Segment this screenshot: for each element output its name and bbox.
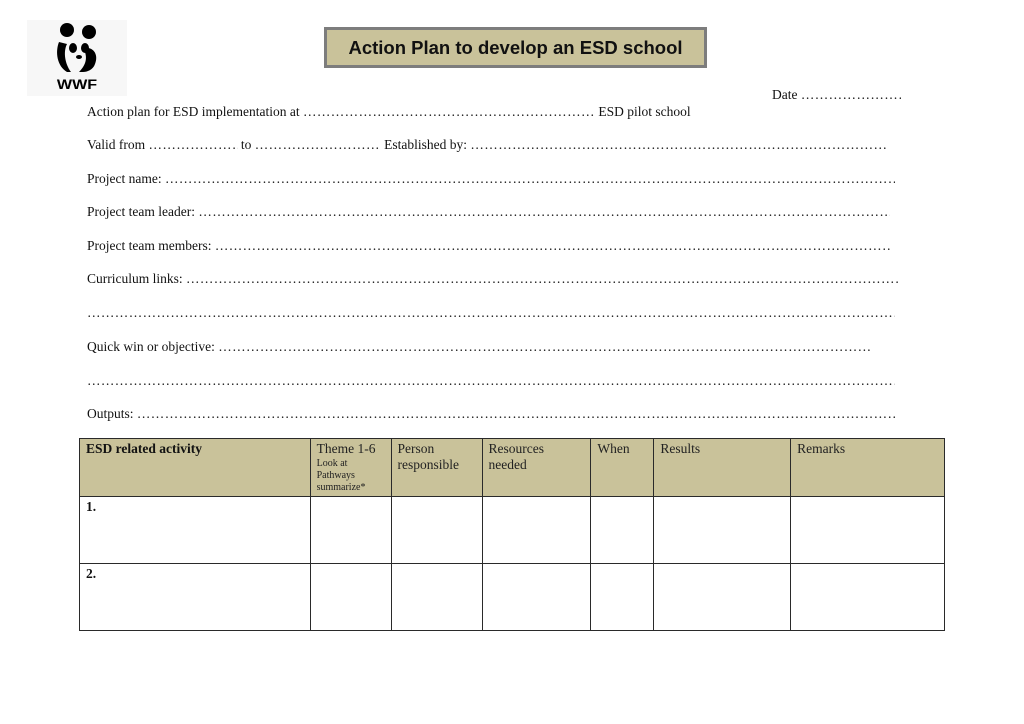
project-name-dotted-line[interactable]	[165, 171, 895, 187]
school-dotted-line[interactable]	[303, 104, 595, 120]
outputs-field[interactable]	[87, 406, 897, 422]
column-header-remarks: Remarks	[791, 439, 945, 497]
quick-win-dotted-line[interactable]	[218, 339, 870, 355]
remarks-cell[interactable]	[791, 497, 945, 564]
activity-cell[interactable]: 2.	[80, 564, 311, 631]
quick-win-continuation[interactable]	[87, 373, 895, 389]
established-by-dotted-line[interactable]	[470, 137, 888, 153]
person-cell[interactable]	[391, 497, 482, 564]
activity-cell[interactable]: 1.	[80, 497, 311, 564]
wwf-wordmark: WWF	[56, 76, 98, 92]
school-field[interactable]	[87, 104, 691, 120]
theme-header-label: Theme 1-6	[316, 441, 376, 456]
results-cell[interactable]	[654, 497, 791, 564]
table-row	[80, 497, 945, 564]
wwf-logo	[27, 20, 127, 96]
team-members-field[interactable]	[87, 238, 891, 254]
when-cell[interactable]	[591, 564, 654, 631]
theme-cell[interactable]	[310, 564, 391, 631]
valid-from-dotted-line[interactable]	[149, 137, 238, 153]
date-label: Date	[772, 87, 798, 102]
remarks-cell[interactable]	[791, 564, 945, 631]
quick-win-field[interactable]	[87, 339, 870, 355]
curriculum-links-field[interactable]	[87, 271, 898, 287]
pilot-school-label: ESD pilot school	[598, 104, 691, 119]
quick-win-cont-dotted-line[interactable]	[87, 373, 895, 389]
validity-row	[87, 137, 888, 153]
outputs-dotted-line[interactable]	[137, 406, 897, 422]
curriculum-links-dotted-line[interactable]	[186, 271, 898, 287]
curriculum-links-label: Curriculum links:	[87, 271, 183, 286]
project-name-label: Project name:	[87, 171, 162, 186]
team-leader-dotted-line[interactable]	[198, 204, 890, 220]
team-leader-field[interactable]	[87, 204, 890, 220]
team-members-label: Project team members:	[87, 238, 212, 253]
curriculum-links-cont-dotted-line[interactable]	[87, 305, 895, 321]
results-cell[interactable]	[654, 564, 791, 631]
date-dotted-line[interactable]	[801, 87, 901, 103]
team-leader-label: Project team leader:	[87, 204, 195, 219]
to-label: to	[240, 137, 252, 152]
implementation-label: Action plan for ESD implementation at	[87, 104, 300, 119]
panda-icon	[49, 22, 105, 76]
page-title: Action Plan to develop an ESD school	[324, 27, 707, 68]
team-members-dotted-line[interactable]	[215, 238, 891, 254]
quick-win-label: Quick win or objective:	[87, 339, 215, 354]
outputs-label: Outputs:	[87, 406, 134, 421]
date-field[interactable]	[772, 87, 901, 103]
column-header-results: Results	[654, 439, 791, 497]
theme-header-note: Look at Pathways summarize*	[316, 458, 366, 493]
when-cell[interactable]	[591, 497, 654, 564]
resources-cell[interactable]	[482, 497, 591, 564]
valid-from-label: Valid from	[87, 137, 146, 152]
action-plan-table	[79, 438, 945, 631]
resources-cell[interactable]	[482, 564, 591, 631]
table-row	[80, 564, 945, 631]
valid-to-dotted-line[interactable]	[255, 137, 381, 153]
established-by-label: Established by:	[384, 137, 468, 152]
column-header-activity: ESD related activity	[80, 439, 311, 497]
column-header-person: Person responsible	[391, 439, 482, 497]
project-name-field[interactable]	[87, 171, 895, 187]
person-cell[interactable]	[391, 564, 482, 631]
table-header-row	[80, 439, 945, 497]
column-header-theme	[310, 439, 391, 497]
column-header-when: When	[591, 439, 654, 497]
theme-cell[interactable]	[310, 497, 391, 564]
column-header-resources: Resources needed	[482, 439, 591, 497]
curriculum-links-continuation[interactable]	[87, 305, 895, 321]
